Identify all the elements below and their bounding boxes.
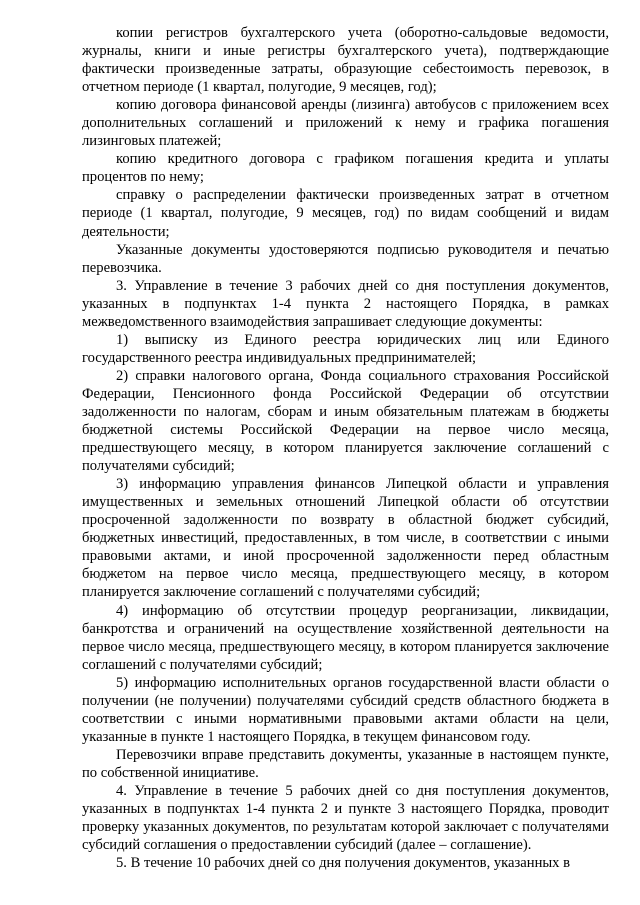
paragraph-section-3: 3. Управление в течение 3 рабочих дней со дня поступления документов, указанных в подпунктах 1-4 пункта 2 настоящего Порядка, в рамках межведомственного взаимодействия запрашивает следующие документы: [82, 277, 609, 330]
paragraph-leasing-contract: копию договора финансовой аренды (лизинга) автобусов с приложением всех дополнительных соглашений и приложений к нему и графика погашения лизинговых платежей; [82, 97, 609, 150]
paragraph-cost-distribution: справку о распределении фактически произведенных затрат в отчетном периоде (1 квартал, полугодие, 9 месяцев, год) по видам сообщений и видам деятельности; [82, 187, 609, 240]
paragraph-item-1-registry-extract: 1) выписку из Единого реестра юридических лиц или Единого государственного реестра индивидуальных предпринимателей; [82, 331, 609, 366]
paragraph-document-certification: Указанные документы удостоверяются подписью руководителя и печатью перевозчика. [82, 241, 609, 276]
paragraph-item-4-no-reorganization: 4) информацию об отсутствии процедур реорганизации, ликвидации, банкротства и ограничений на осуществление хозяйственной деятельности на первое число месяца, предшествующего месяцу, в котором планируется заключение соглашений с получателями субсидий; [82, 602, 609, 673]
paragraph-section-5: 5. В течение 10 рабочих дней со дня получения документов, указанных в [116, 855, 571, 872]
paragraph-item-3-finance-info: 3) информацию управления финансов Липецкой области и управления имущественных и земельных отношений Липецкой области об отсутствии просроченной задолженности по возврату в областной бюджет субсидий, бюджетных инвестиций, предоставленных, в том числе, в соответствии с иными правовыми актами, и иной просроченной задолженности перед областным бюджетом на первое число месяца, предшествующего месяцу, в котором планируется заключение соглашений с получателями субсидий; [82, 476, 609, 601]
paragraph-accounting-registers: копии регистров бухгалтерского учета (оборотно-сальдовые ведомости, журналы, книги и иные регистры бухгалтерского учета), подтверждающие фактически произведенные затраты, образующие себестоимость перевозок, в отчетном периоде (1 квартал, полугодие, 9 месяцев, год); [82, 25, 609, 96]
paragraph-carriers-own-initiative: Перевозчики вправе представить документы, указанные в настоящем пункте, по собственной инициативе. [82, 746, 609, 781]
paragraph-credit-contract: копию кредитного договора с графиком погашения кредита и уплаты процентов по нему; [82, 151, 609, 186]
paragraph-item-2-tax-certificates: 2) справки налогового органа, Фонда социального страхования Российской Федерации, Пенсионного фонда Российской Федерации об отсутствии задолженности по налогам, сборам и иным обязательным платежам в бюджеты бюджетной системы Российской Федерации на первое число месяца, предшествующего месяцу, в котором планируется заключение соглашений с получателями субсидий; [82, 367, 609, 475]
paragraph-section-4: 4. Управление в течение 5 рабочих дней со дня поступления документов, указанных в подпунктах 1-4 пункта 2 и пункте 3 настоящего Порядка, проводит проверку указанных документов, по результатам которой заключает с получателями субсидий соглашения о предоставлении субсидий (далее – соглашение). [82, 782, 609, 854]
paragraph-item-5-state-bodies-info: 5) информацию исполнительных органов государственной власти области о получении (не получении) получателями субсидий средств областного бюджета в соответствии с иными нормативными правовыми актами области на цели, указанные в пункте 1 настоящего Порядка, в текущем финансовом году. [82, 674, 609, 745]
